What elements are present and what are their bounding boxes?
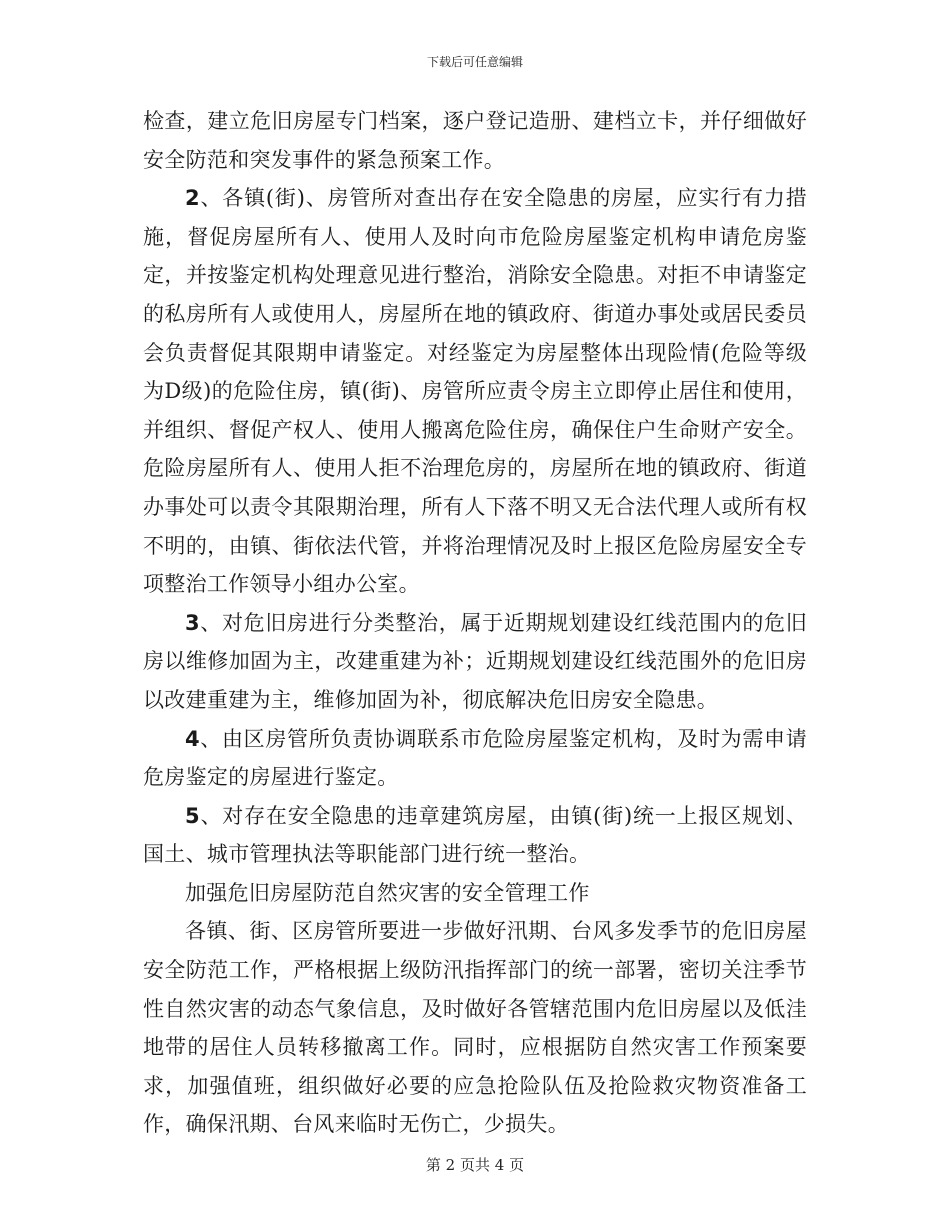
page-header: 下载后可任意编辑: [426, 55, 523, 69]
document-body: [143, 102, 807, 1144]
paragraph-text: 、各镇(街)、房管所对查出存在安全隐患的房屋，应实行有力措施，督促房屋所有人、使用人及时向市危险房屋鉴定机构申请危房鉴定，并按鉴定机构处理意见进行整治，消除安全隐患。对拒不申请鉴定的私房所有人或使用人，房屋所在地的镇政府、街道办事处或居民委员会负责督促其限期申请鉴定。对经鉴定为房屋整体出现险情(危险等级为D级)的危险住房，镇(街)、房管所应责令房主立即停止居住和使用，并组织、督促产权人、使用人搬离危险住房，确保住户生命财产安全。危险房屋所有人、使用人拒不治理危房的，房屋所在地的镇政府、街道办事处可以责令其限期治理，所有人下落不明又无合法代理人或所有权不明的，由镇、街依法代管，并将治理情况及时上报区危险房屋安全专项整治工作领导小组办公室。: [143, 186, 807, 597]
paragraph-item-4: [143, 720, 807, 797]
paragraph-text: 检查，建立危旧房屋专门档案，逐户登记造册、建档立卡，并仔细做好安全防范和突发事件的紧急预案工作。: [143, 109, 807, 172]
paragraph-text: 各镇、街、区房管所要进一步做好汛期、台风多发季节的危旧房屋安全防范工作，严格根据上级防汛指挥部门的统一部署，密切关注季节性自然灾害的动态气象信息，及时做好各管辖范围内危旧房屋以及低洼地带的居住人员转移撤离工作。同时，应根据防自然灾害工作预案要求，加强值班，组织做好必要的应急抢险队伍及抢险救灾物资准备工作，确保汛期、台风来临时无伤亡，少损失。: [143, 919, 807, 1137]
paragraph-continuation: [143, 102, 807, 179]
item-number: 2: [185, 186, 200, 211]
page-number: 第 2 页共 4 页: [425, 1156, 525, 1174]
paragraph-item-2: [143, 179, 807, 604]
section-heading: [143, 874, 807, 913]
paragraph-text: 、对存在安全隐患的违章建筑房屋，由镇(街)统一上报区规划、国土、城市管理执法等职能部门进行统一整治。: [143, 803, 807, 867]
paragraph-text: 、由区房管所负责协调联系市危险房屋鉴定机构，及时为需申请危房鉴定的房屋进行鉴定。: [143, 726, 807, 790]
paragraph-item-3: [143, 604, 807, 720]
paragraph-body: [143, 912, 807, 1144]
item-number: 3: [185, 610, 200, 635]
section-heading-text: 加强危旧房屋防范自然灾害的安全管理工作: [185, 880, 590, 905]
item-number: 5: [185, 803, 200, 828]
item-number: 4: [185, 726, 200, 751]
paragraph-text: 、对危旧房进行分类整治，属于近期规划建设红线范围内的危旧房以维修加固为主，改建重建为补；近期规划建设红线范围外的危旧房以改建重建为主，维修加固为补，彻底解决危旧房安全隐患。: [143, 610, 807, 712]
paragraph-item-5: [143, 797, 807, 874]
